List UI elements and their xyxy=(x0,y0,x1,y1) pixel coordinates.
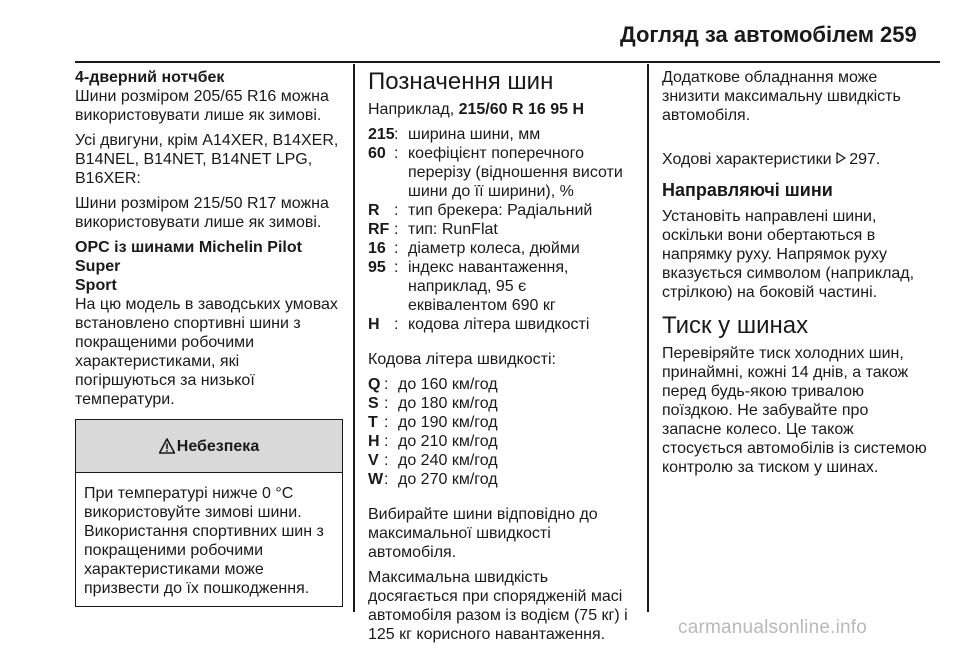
code-key: 16 xyxy=(368,240,386,257)
paragraph-tire-pressure: Перевіряйте тиск холодних шин, принаймні, кожні 14 днів, а також перед будь-якою тривалою поїздкою. Не забувайте про запасне колесо. Це також стосується автомобілів із системою контролю за тиском у шинах. xyxy=(662,345,927,476)
code-value: індекс навантаження, наприклад, 95 є еквівалентом 690 кг xyxy=(408,259,569,314)
warning-header xyxy=(76,420,342,473)
code-value: тип: RunFlat xyxy=(408,221,498,238)
paragraph-optional-equipment: Додаткове обладнання може знизити максимальну швидкість автомобіля. xyxy=(662,69,901,124)
list-item xyxy=(368,432,644,451)
list-item xyxy=(368,375,644,394)
code-sep: : xyxy=(394,259,399,276)
column-2 xyxy=(368,68,644,650)
column-divider-right xyxy=(647,64,649,612)
speed-sep: : xyxy=(384,452,389,469)
code-value: кодова літера швидкості xyxy=(408,316,590,333)
speed-sep: : xyxy=(384,376,389,393)
column-1 xyxy=(75,68,343,607)
list-item xyxy=(368,144,644,201)
warning-triangle-icon xyxy=(159,438,175,454)
speed-code-label: Кодова літера швидкості: xyxy=(368,351,556,368)
watermark-text: carmanualsonline.info xyxy=(678,617,868,638)
code-value: тип брекера: Радіальний xyxy=(408,202,593,219)
speed-key: T xyxy=(368,414,378,431)
list-item xyxy=(368,125,644,144)
speed-key: S xyxy=(368,395,379,412)
code-key: 95 xyxy=(368,259,386,276)
page-reference-arrow-icon[interactable] xyxy=(836,152,846,164)
speed-key: V xyxy=(368,452,379,469)
code-sep: : xyxy=(394,126,399,143)
speed-code-list xyxy=(368,375,644,489)
list-item xyxy=(368,470,644,489)
code-value: діаметр колеса, дюйми xyxy=(408,240,580,257)
list-item xyxy=(368,315,644,334)
code-sep: : xyxy=(394,316,399,333)
paragraph-engines: Усі двигуни, крім A14XER, B14XER, B14NEL, B14NET, B14NET LPG, B16XER: xyxy=(75,132,339,187)
speed-key: W xyxy=(368,471,384,488)
code-key: RF xyxy=(368,221,390,238)
example-line xyxy=(368,100,644,119)
example-value: 215/60 R 16 95 H xyxy=(458,101,585,118)
speed-value: до 240 км/год xyxy=(398,452,498,469)
paragraph-choose-tires: Вибирайте шини відповідно до максимальної швидкості автомобіля. xyxy=(368,506,598,561)
page-header-title: Догляд за автомобілем xyxy=(620,22,875,47)
speed-value: до 190 км/год xyxy=(398,414,498,431)
tire-code-list xyxy=(368,125,644,334)
section-heading-directional-tires: Направляючі шини xyxy=(662,180,833,200)
header-rule xyxy=(75,61,940,63)
column-divider-left xyxy=(353,64,355,612)
speed-sep: : xyxy=(384,395,389,412)
speed-value: до 180 км/год xyxy=(398,395,498,412)
speed-value: до 160 км/год xyxy=(398,376,498,393)
code-sep: : xyxy=(394,221,399,238)
page-number: 259 xyxy=(880,22,917,47)
column-3 xyxy=(662,68,942,483)
warning-title: Небезпека xyxy=(176,437,260,455)
paragraph-205-65: Шини розміром 205/65 R16 можна використовувати лише як зимові. xyxy=(75,88,329,124)
section-heading-opc: OPC із шинами Michelin Pilot Super Sport xyxy=(75,239,302,294)
speed-sep: : xyxy=(384,433,389,450)
list-item xyxy=(368,394,644,413)
reference-text: Ходові характеристики xyxy=(662,151,836,168)
code-sep: : xyxy=(394,145,399,162)
code-value: ширина шини, мм xyxy=(408,126,541,143)
warning-text: При температурі нижче 0 °C використовуйте зимові шини. Використання спортивних шин з покращеними робочими характеристиками може призвести до їх пошкодження. xyxy=(84,485,324,597)
section-title-tire-pressure: Тиск у шинах xyxy=(662,312,809,339)
paragraph-max-speed: Максимальна швидкість досягається при спорядженій масі автомобіля разом із водієм (75 кг) і 125 кг корисного навантаження. xyxy=(368,569,628,643)
list-item xyxy=(368,201,644,220)
list-item xyxy=(368,220,644,239)
code-key: 215 xyxy=(368,126,395,143)
example-label: Наприклад, xyxy=(368,101,459,118)
speed-sep: : xyxy=(384,471,389,488)
code-value: коефіцієнт поперечного перерізу (відношення висоти шини до її ширини), % xyxy=(408,145,623,200)
list-item xyxy=(368,451,644,470)
list-item xyxy=(368,239,644,258)
speed-value: до 270 км/год xyxy=(398,471,498,488)
list-item xyxy=(368,413,644,432)
code-sep: : xyxy=(394,202,399,219)
speed-sep: : xyxy=(384,414,389,431)
code-sep: : xyxy=(394,240,399,257)
section-heading-4door: 4-дверний нотчбек xyxy=(75,69,225,86)
speed-value: до 210 км/год xyxy=(398,433,498,450)
speed-key: Q xyxy=(368,376,381,393)
speed-key: H xyxy=(368,433,380,450)
code-key: 60 xyxy=(368,145,386,162)
code-key: H xyxy=(368,316,380,333)
warning-box xyxy=(75,419,343,607)
list-item xyxy=(368,258,644,315)
paragraph-driving-reference xyxy=(662,131,942,169)
reference-page[interactable]: 297. xyxy=(849,151,881,168)
paragraph-directional-tires: Установіть направлені шини, оскільки вони обертаються в напрямку руху. Напрямок руху вказується символом (наприклад, стрілкою) на боковій частині. xyxy=(662,208,915,301)
paragraph-opc: На цю модель в заводських умовах встановлено спортивні шини з покращеними робочими характеристиками, які погіршуються за низької температури. xyxy=(75,296,338,408)
paragraph-215-50: Шини розміром 215/50 R17 можна використовувати лише як зимові. xyxy=(75,195,329,231)
code-key: R xyxy=(368,202,380,219)
section-title-tire-marking: Позначення шин xyxy=(368,68,554,95)
